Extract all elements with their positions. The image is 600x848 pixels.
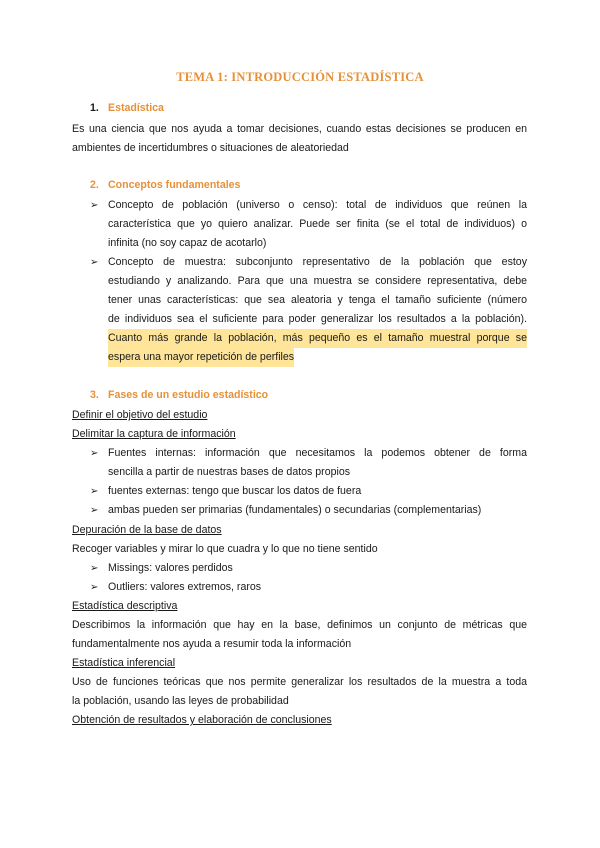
section-3-heading: Fases de un estudio estadístico xyxy=(108,389,269,401)
section-3-number: 3. xyxy=(90,389,99,401)
bullet-text-line: de individuos sea el suficiente para poder generalizar los resultados a la población). xyxy=(108,313,527,325)
arrow-bullet-icon: ➢ xyxy=(90,582,99,593)
phase-heading: Definir el objetivo del estudio xyxy=(72,409,208,421)
bullet-text-line: estudiando y analizando. Para que una muestra se considere representativa, debe xyxy=(108,275,527,287)
bullet-text-line: ambas pueden ser primarias (fundamentales) o secundarias (complementarias) xyxy=(108,504,482,516)
bullet-text-line: Outliers: valores extremos, raros xyxy=(108,581,262,593)
bullet-text-line: infinita (no soy capaz de acotarlo) xyxy=(108,237,267,249)
phase-heading: Estadística descriptiva xyxy=(72,600,178,612)
bullet-text-line: Concepto de muestra: subconjunto representativo de la población que estoy xyxy=(108,256,527,268)
section-1-text-line: ambientes de incertidumbres o situaciones de aleatoriedad xyxy=(72,142,349,154)
arrow-bullet-icon: ➢ xyxy=(90,200,99,211)
bullet-text-line: Fuentes internas: información que necesitamos la podemos obtener de forma xyxy=(108,447,527,459)
phase-text-line: Uso de funciones teóricas que nos permite generalizar los resultados de la muestra a toda xyxy=(72,676,527,688)
bullet-text-line: tener unas características: que sea aleatoria y tenga el tamaño suficiente (número xyxy=(108,294,527,306)
bullet-text-line: sencilla a partir de nuestras bases de datos propios xyxy=(108,466,351,478)
bullet-text-line: característica que yo quiero analizar. Puede ser finita (se el total de individuos) o xyxy=(108,218,527,230)
section-2-number: 2. xyxy=(90,179,99,191)
section-1-number: 1. xyxy=(90,102,99,114)
phase-text-line: fundamentalmente nos ayuda a resumir toda la información xyxy=(72,638,352,650)
arrow-bullet-icon: ➢ xyxy=(90,505,99,516)
arrow-bullet-icon: ➢ xyxy=(90,486,99,497)
page-title: TEMA 1: INTRODUCCIÓN ESTADÍSTICA xyxy=(176,70,424,84)
arrow-bullet-icon: ➢ xyxy=(90,257,99,268)
phase-heading: Depuración de la base de datos xyxy=(72,524,222,536)
phase-text-line: la población, usando las leyes de probabilidad xyxy=(72,695,289,707)
arrow-bullet-icon: ➢ xyxy=(90,563,99,574)
arrow-bullet-icon: ➢ xyxy=(90,448,99,459)
section-2-heading: Conceptos fundamentales xyxy=(108,179,241,191)
highlighted-text-line: espera una mayor repetición de perfiles xyxy=(108,348,294,367)
section-1-text-line: Es una ciencia que nos ayuda a tomar decisiones, cuando estas decisiones se producen en xyxy=(72,123,527,135)
section-1-heading: Estadística xyxy=(108,102,164,114)
phase-heading: Obtención de resultados y elaboración de conclusiones xyxy=(72,714,332,726)
phase-text-line: Describimos la información que hay en la base, definimos un conjunto de métricas que xyxy=(72,619,527,631)
bullet-text-line: fuentes externas: tengo que buscar los datos de fuera xyxy=(108,485,362,497)
phase-text-line: Recoger variables y mirar lo que cuadra y lo que no tiene sentido xyxy=(72,543,378,555)
phase-heading: Delimitar la captura de información xyxy=(72,428,236,440)
bullet-text-line: Missings: valores perdidos xyxy=(108,562,233,574)
phase-heading: Estadística inferencial xyxy=(72,657,176,669)
highlighted-text-line: Cuanto más grande la población, más pequeño es el tamaño muestral porque se xyxy=(108,329,527,348)
bullet-text-line: Concepto de población (universo o censo): total de individuos que reúnen la xyxy=(108,199,527,211)
